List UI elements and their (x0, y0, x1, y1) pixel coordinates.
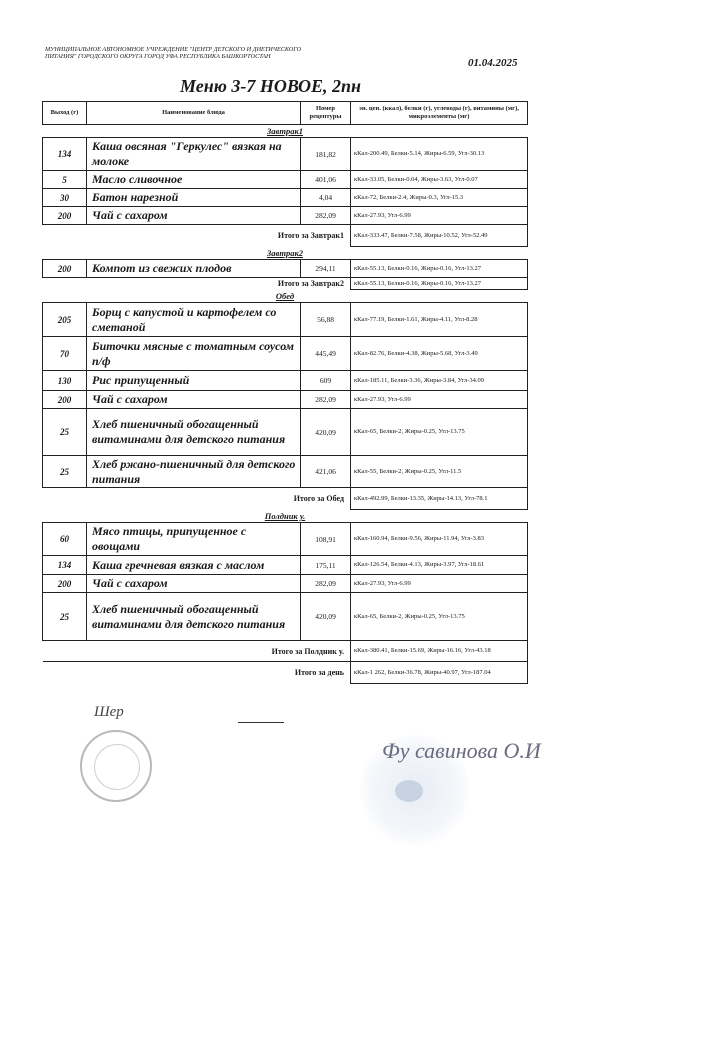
section-title: Завтрак2 (266, 248, 304, 258)
stamp-right-core (395, 780, 423, 802)
dish-recipe-number: 56,88 (301, 303, 351, 337)
dish-name: Масло сливочное (87, 171, 301, 189)
dish-output: 134 (43, 138, 87, 171)
table-row (43, 456, 528, 488)
section-title: Обед (275, 291, 295, 301)
page-title: Меню 3-7 НОВОЕ, 2пн (180, 76, 362, 96)
dish-recipe-number: 401,06 (301, 171, 351, 189)
dish-output: 130 (43, 371, 87, 391)
signature-right: Фу савинова О.И (382, 738, 541, 763)
dish-recipe-number: 175,11 (301, 556, 351, 575)
dish-output: 25 (43, 409, 87, 456)
dish-output: 5 (43, 171, 87, 189)
dish-recipe-number: 181,82 (301, 138, 351, 171)
table-header-row (43, 102, 528, 125)
signature-line (238, 722, 284, 723)
day-total-label: Итого за день (43, 662, 351, 684)
day-total-row (43, 662, 528, 684)
dish-name: Хлеб ржано-пшеничный для детского питания (87, 456, 301, 488)
dish-name: Хлеб пшеничный обогащенный витаминами для детского питания (87, 409, 301, 456)
section-total-nutrition: кКал-492.99, Белки-13.35, Жиры-14.13, Угл-78.1 (351, 488, 528, 510)
table-row (43, 303, 528, 337)
table-row (43, 189, 528, 207)
table-row (43, 260, 528, 278)
dish-output: 200 (43, 260, 87, 278)
dish-output: 60 (43, 523, 87, 556)
dish-output: 30 (43, 189, 87, 207)
dish-recipe-number: 108,91 (301, 523, 351, 556)
dish-name: Каша гречневая вязкая с маслом (87, 556, 301, 575)
dish-nutrition: кКал-55, Белки-2, Жиры-0.25, Угл-11.5 (351, 456, 528, 488)
dish-recipe-number: 294,11 (301, 260, 351, 278)
dish-name: Компот из свежих плодов (87, 260, 301, 278)
column-header-recipe: Номер рецептуры (301, 102, 351, 125)
table-row (43, 575, 528, 593)
section-total-nutrition: кКал-333.47, Белки-7.58, Жиры-10.52, Угл-52.49 (351, 225, 528, 247)
document-date: 01.04.2025 (468, 57, 518, 69)
dish-nutrition: кКал-82.76, Белки-4.38, Жиры-5.68, Угл-3.49 (351, 337, 528, 371)
section-total-label: Итого за Обед (293, 494, 344, 504)
table-row (43, 409, 528, 456)
dish-nutrition: кКал-72, Белки-2.4, Жиры-0.3, Угл-15.3 (351, 189, 528, 207)
signature-left: Шер (94, 704, 124, 720)
dish-output: 70 (43, 337, 87, 371)
table-row (43, 171, 528, 189)
dish-name: Чай с сахаром (87, 575, 301, 593)
dish-output: 200 (43, 575, 87, 593)
dish-nutrition: кКал-77.19, Белки-1.61, Жиры-4.11, Угл-8.28 (351, 303, 528, 337)
dish-name: Рис припущенный (87, 371, 301, 391)
dish-recipe-number: 4,04 (301, 189, 351, 207)
section-header-row (43, 510, 528, 523)
table-row (43, 371, 528, 391)
section-total-row (43, 641, 528, 662)
section-total-label: Итого за Полдник у. (271, 646, 344, 656)
dish-nutrition: кКал-65, Белки-2, Жиры-0.25, Угл-13.75 (351, 593, 528, 641)
section-header-row (43, 247, 528, 260)
section-total-label: Итого за Завтрак1 (277, 231, 344, 241)
column-header-output: Выход (г) (43, 102, 87, 125)
section-total-row (43, 278, 528, 290)
dish-nutrition: кКал-55.13, Белки-0.16, Жиры-0.16, Угл-13.27 (351, 260, 528, 278)
dish-output: 25 (43, 593, 87, 641)
section-title: Полдник у. (264, 511, 306, 521)
section-title: Завтрак1 (266, 126, 304, 136)
dish-name: Чай с сахаром (87, 207, 301, 225)
dish-nutrition: кКал-160.94, Белки-9.56, Жиры-11.94, Угл-3.83 (351, 523, 528, 556)
dish-recipe-number: 609 (301, 371, 351, 391)
section-total-nutrition: кКал-55.13, Белки-0.16, Жиры-0.16, Угл-13.27 (351, 278, 528, 290)
dish-name: Чай с сахаром (87, 391, 301, 409)
dish-name: Мясо птицы, припущенное с овощами (87, 523, 301, 556)
dish-recipe-number: 421,06 (301, 456, 351, 488)
dish-name: Хлеб пшеничный обогащенный витаминами для детского питания (87, 593, 301, 641)
dish-output: 134 (43, 556, 87, 575)
dish-nutrition: кКал-27.93, Угл-6.99 (351, 575, 528, 593)
table-row (43, 556, 528, 575)
section-header-row (43, 125, 528, 138)
section-total-row (43, 225, 528, 247)
dish-output: 205 (43, 303, 87, 337)
table-row (43, 523, 528, 556)
section-total-row (43, 488, 528, 510)
dish-output: 25 (43, 456, 87, 488)
table-row (43, 391, 528, 409)
section-total-nutrition: кКал-380.41, Белки-15.69, Жиры-16.16, Угл-43.18 (351, 641, 528, 662)
organization-name: МУНИЦИПАЛЬНОЕ АВТОНОМНОЕ УЧРЕЖДЕНИЕ "ЦЕНТР ДЕТСКОГО И ДИЕТИЧЕСКОГО ПИТАНИЯ" ГОРОДСКОГО ОКРУГА ГОРОД УФА РЕСПУБЛИКА БАШКОРТОСТАН (45, 46, 302, 61)
dish-nutrition: кКал-200.49, Белки-5.14, Жиры-6.59, Угл-30.13 (351, 138, 528, 171)
dish-recipe-number: 282,09 (301, 207, 351, 225)
menu-table (42, 101, 528, 684)
dish-name: Каша овсяная "Геркулес" вязкая на молоке (87, 138, 301, 171)
table-row (43, 207, 528, 225)
table-row (43, 138, 528, 171)
dish-recipe-number: 282,09 (301, 575, 351, 593)
dish-output: 200 (43, 391, 87, 409)
dish-name: Батон нарезной (87, 189, 301, 207)
dish-nutrition: кКал-27.93, Угл-6.99 (351, 207, 528, 225)
dish-nutrition: кКал-33.05, Белки-0.04, Жиры-3.63, Угл-0.07 (351, 171, 528, 189)
dish-output: 200 (43, 207, 87, 225)
dish-nutrition: кКал-65, Белки-2, Жиры-0.25, Угл-13.75 (351, 409, 528, 456)
dish-recipe-number: 420,09 (301, 409, 351, 456)
day-total-nutrition: кКал-1 262, Белки-36.78, Жиры-40.97, Угл-187.04 (351, 662, 528, 684)
table-row (43, 593, 528, 641)
dish-recipe-number: 420,09 (301, 593, 351, 641)
dish-nutrition: кКал-126.54, Белки-4.13, Жиры-3.97, Угл-18.61 (351, 556, 528, 575)
dish-nutrition: кКал-27.93, Угл-6.99 (351, 391, 528, 409)
table-row (43, 337, 528, 371)
section-header-row (43, 290, 528, 303)
stamp-left (80, 730, 152, 802)
dish-recipe-number: 445,49 (301, 337, 351, 371)
dish-recipe-number: 282,09 (301, 391, 351, 409)
column-header-name: Наименование блюда (87, 102, 301, 125)
dish-name: Борщ с капустой и картофелем со сметаной (87, 303, 301, 337)
column-header-nutrition: эн. цен. (ккал), белки (г), углеводы (г), витамины (мг), микроэлементы (мг) (351, 102, 528, 125)
section-total-label: Итого за Завтрак2 (277, 279, 344, 289)
dish-nutrition: кКал-185.11, Белки-3.36, Жиры-3.84, Угл-34.09 (351, 371, 528, 391)
dish-name: Биточки мясные с томатным соусом п/ф (87, 337, 301, 371)
